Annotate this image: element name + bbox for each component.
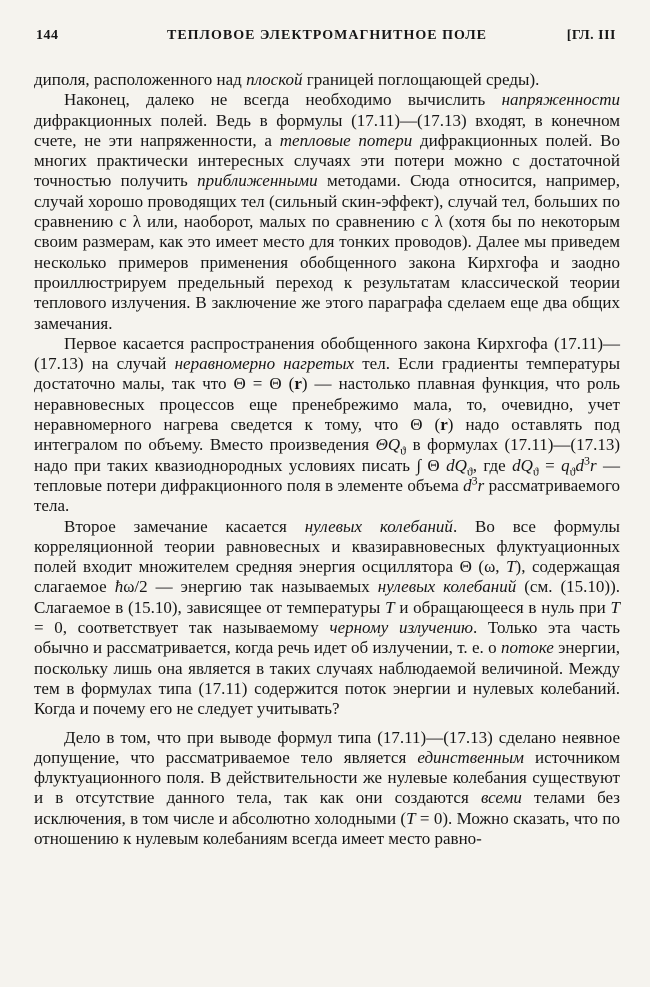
chapter-label: [ГЛ. III <box>566 28 616 43</box>
running-title: ТЕПЛОВОЕ ЭЛЕКТРОМАГНИТНОЕ ПОЛЕ <box>166 28 487 43</box>
paragraph: Первое касается распространения обобщенного закона Кирхгофа (17.11)—(17.13) на случай неравномерно нагретых тел. Если градиенты температуры достаточно малы, так что Θ = Θ (r) — настолько плавная функция, что роль неравновесных процессов еще пренебрежимо мала, то, очевидно, учет неравномерного нагрева сведется к тому, что Θ (r) надо оставлять под интегралом по объему. Вместо произведения $\Theta Q_ϑ$ в формулах (17.11)—(17.13) надо при таких квазиоднородных условиях писать ∫ Θ $dQ_ϑ$, где $dQ_ϑ = q_ϑd^3r$ —тепловые потери дифракционного поля в элементе объема $d^3r$ рассматриваемого тела. <box>34 333 621 516</box>
page-number: 144 <box>36 28 59 43</box>
running-header <box>34 24 620 50</box>
paragraph: диполя, расположенного над плоской границей поглощающей среды). <box>34 70 540 89</box>
paragraph: Дело в том, что при выводе формул типа (17.11)—(17.13) сделано неявное допущение, что рассматриваемое тело является единственным источником флуктуационного поля. В действительности же нулевые колебания существуют и в отсутствие данного тела, так как они создаются всеми телами без исключения, в том числе и абсолютно холодными (T = 0). Можно сказать, что по отношению к нулевым колебаниям всегда имеет место равно- <box>34 727 621 848</box>
paragraph: Наконец, далеко не всегда необходимо вычислить напряженности дифракционных полей. Ведь в формулы (17.11)—(17.13) входят, в конечном счете, не эти напряженности, а тепловые потери дифракционных полей. Во многих практически интересных случаях эти потери можно с достаточной точностью получить приближенными методами. Сюда относится, например, случай хорошо проводящих тел (сильный скин-эффект), случай тел, больших по сравнению с λ или, наоборот, малых по сравнению с λ (хотя бы по некоторым своим размерам, как это имеет место для тонких проводов). Далее мы приведем несколько примеров применения обобщенного закона Кирхгофа и заодно проиллюстрируем предельный переход к результатам классической теории теплового излучения. В заключение же этого параграфа сделаем еще два общих замечания. <box>34 90 621 333</box>
paragraph: Второе замечание касается нулевых колебаний. Во все формулы корреляционной теории равновесных и квазиравновесных флуктуационных полей входит множителем средняя энергия осциллятора Θ (ω, T), содержащая слагаемое ħω/2 — энергию так называемых нулевых колебаний (см. (15.10)). Слагаемое в (15.10), зависящее от температуры T и обращающееся в нуль при T = 0, соответствует так называемому черному излучению. Только эта часть обычно и рассматривается, когда речь идет об излучении, т. е. о потоке энергии, поскольку лишь она является в таких случаях наблюдаемой величиной. Между тем в формулах типа (17.11) содержится поток энергии и нулевых колебаний. Когда и почему его не следует учитывать? <box>34 516 620 719</box>
body-text <box>34 70 620 849</box>
